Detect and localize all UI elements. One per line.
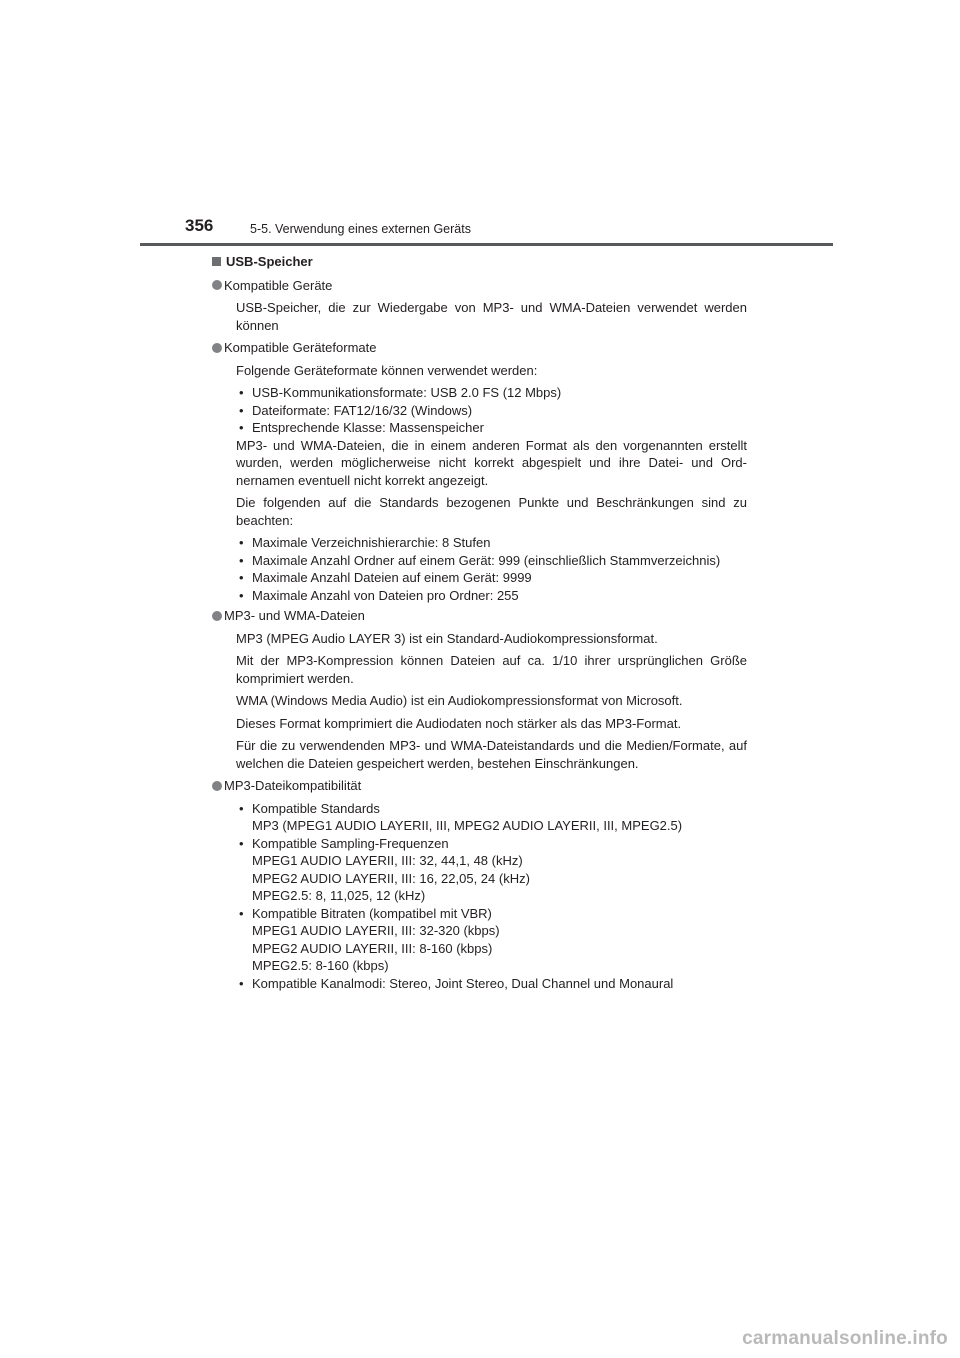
section-title: 5-5. Verwendung eines externen Geräts: [250, 222, 471, 236]
bullet-list: [236, 534, 747, 604]
list-item: • Maximale Anzahl von Dateien pro Ordner: 255: [236, 587, 747, 605]
item-mp3-wma-dateien: [224, 607, 747, 772]
paragraph: Mit der MP3-Kompression können Dateien auf ca. 1/10 ihrer ursprünglichen Größe komprimiert werden.: [236, 653, 747, 686]
item-title: MP3-Dateikompatibilität: [224, 778, 362, 793]
list-item: • Maximale Anzahl Ordner auf einem Gerät: 999 (einschließlich Stammverzeichnis): [236, 552, 747, 570]
list-item: [236, 835, 747, 905]
page-header: [0, 0, 960, 250]
list-item-label: • Kompatible Bitraten (kompatibel mit VBR): [252, 905, 492, 921]
item-title: Kompatible Geräteformate: [224, 340, 377, 355]
item-title: Kompatible Geräte: [224, 277, 333, 293]
circle-bullet-icon: [212, 611, 222, 621]
list-item-label: • Kompatible Standards: [252, 800, 380, 816]
section-heading: [212, 253, 747, 271]
item-kompatible-formate: [224, 339, 747, 604]
bullet-list: [236, 800, 747, 993]
circle-bullet-icon: [212, 343, 222, 353]
circle-bullet-icon: [212, 280, 222, 290]
item-heading: [212, 607, 747, 625]
list-item-detail: MPEG2.5: 8-160 (kbps): [252, 958, 389, 973]
list-item: • Entsprechende Klasse: Massenspeicher: [236, 419, 747, 437]
list-item-detail: MPEG1 AUDIO LAYERII, III: 32-320 (kbps): [252, 923, 500, 938]
paragraph: USB-Speicher, die zur Wiedergabe von MP3- und WMA-Dateien verwendet werden können: [236, 300, 747, 333]
item-heading: [212, 277, 747, 295]
item-kompatible-geraete: [224, 277, 747, 335]
paragraph: Dieses Format komprimiert die Audiodaten noch stärker als das MP3-Format.: [236, 715, 682, 731]
list-item-detail: MPEG1 AUDIO LAYERII, III: 32, 44,1, 48 (kHz): [252, 853, 523, 868]
paragraph: Die folgenden auf die Standards bezogenen Punkte und Beschränkungen sind zu beachten:: [236, 495, 747, 528]
page-number: 356: [185, 216, 214, 235]
list-item: • Dateiformate: FAT12/16/32 (Windows): [236, 402, 747, 420]
list-item-detail: MPEG2 AUDIO LAYERII, III: 8-160 (kbps): [252, 940, 493, 956]
list-item: [236, 800, 747, 835]
list-item: • USB-Kommunikationsformate: USB 2.0 FS (12 Mbps): [236, 384, 747, 402]
item-heading: [212, 339, 747, 357]
list-item-detail: MP3 (MPEG1 AUDIO LAYERII, III, MPEG2 AUDIO LAYERII, III, MPEG2.5): [252, 818, 683, 833]
bullet-list: [236, 384, 747, 437]
circle-bullet-icon: [212, 781, 222, 791]
list-item: [236, 905, 747, 975]
header-rule: [140, 243, 833, 246]
paragraph: MP3 (MPEG Audio LAYER 3) ist ein Standard-Audiokompressionsformat.: [236, 630, 658, 646]
paragraph: Für die zu verwendenden MP3- und WMA-Dateistandards und die Medien/Formate, auf welchen die Dateien gespeichert werden, bestehen Einschränkungen.: [236, 738, 747, 771]
item-mp3-kompatibilitaet: [224, 777, 747, 992]
list-item-detail: MPEG2 AUDIO LAYERII, III: 16, 22,05, 24 (kHz): [252, 870, 530, 886]
watermark-logo: carmanualsonline.info: [742, 1328, 948, 1349]
paragraph: Folgende Geräteformate können verwendet werden:: [236, 362, 538, 378]
paragraph: MP3- und WMA-Dateien, die in einem anderen Format als den vorgenannten erstellt wurden, werden möglicherweise nicht korrekt abgespielt und ihre Datei- und Ord-nernamen eventuell nicht korrekt angezeigt.: [236, 437, 747, 488]
list-item-label: • Kompatible Sampling-Frequenzen: [252, 835, 449, 851]
square-bullet-icon: [212, 257, 221, 266]
list-item: • Maximale Anzahl Dateien auf einem Gerät: 9999: [236, 569, 747, 587]
list-item-detail: MPEG2.5: 8, 11,025, 12 (kHz): [252, 888, 426, 903]
list-item: [236, 975, 747, 993]
item-heading: [212, 777, 747, 795]
heading-text: USB-Speicher: [226, 254, 313, 269]
page-content: [212, 253, 747, 997]
paragraph: WMA (Windows Media Audio) ist ein Audiokompressionsformat von Microsoft.: [236, 693, 683, 708]
item-title: MP3- und WMA-Dateien: [224, 608, 365, 623]
list-item-label: • Kompatible Kanalmodi: Stereo, Joint Stereo, Dual Channel und Monaural: [252, 975, 674, 991]
list-item: • Maximale Verzeichnishierarchie: 8 Stufen: [236, 534, 747, 552]
